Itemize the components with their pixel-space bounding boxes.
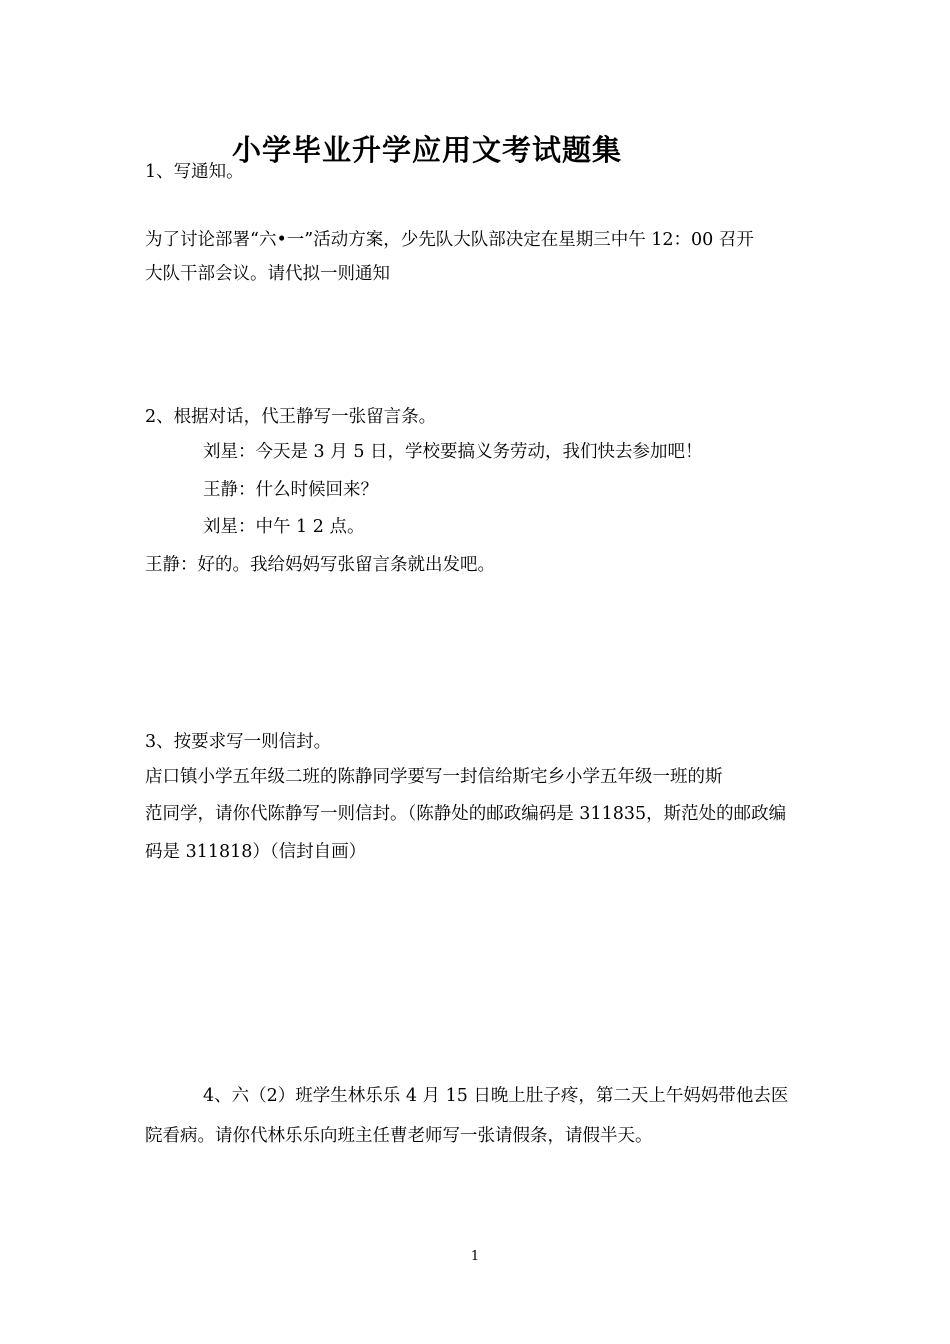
question-2-dialog-line-2: 王静：什么时候回来？	[203, 480, 378, 500]
question-3-text-line-1: 店口镇小学五年级二班的陈静同学要写一封信给斯宅乡小学五年级一班的斯	[145, 767, 723, 787]
question-4-text-line-1: 4、六（2）班学生林乐乐 4 月 15 日晚上肚子疼，第二天上午妈妈带他去医	[203, 1086, 789, 1106]
question-2-dialog-line-1: 刘星：今天是 3 月 5 日，学校要搞义务劳动，我们快去参加吧！	[203, 442, 703, 462]
document-title: 小学毕业升学应用文考试题集	[231, 133, 622, 167]
question-4-text-line-2: 院看病。请你代林乐乐向班主任曹老师写一张请假条，请假半天。	[145, 1126, 653, 1146]
question-2-heading: 2、根据对话，代王静写一张留言条。	[145, 407, 437, 427]
question-1-heading: 1、写通知。	[145, 162, 244, 182]
question-2-dialog-line-4: 王静：好的。我给妈妈写张留言条就出发吧。	[145, 555, 495, 575]
question-3-text-line-3: 码是 311818）（信封自画）	[145, 842, 367, 862]
question-1-text-line-2: 大队干部会议。请代拟一则通知	[145, 264, 390, 284]
page-number: 1	[470, 1249, 480, 1264]
question-1-text-line-1: 为了讨论部署“六•一”活动方案，少先队大队部决定在星期三中午 12：00 召开	[145, 230, 754, 250]
question-3-text-line-2: 范同学，请你代陈静写一则信封。（陈静处的邮政编码是 311835，斯范处的邮政编	[145, 804, 787, 824]
question-3-heading: 3、按要求写一则信封。	[145, 732, 332, 752]
question-2-dialog-line-3: 刘星：中午 1 2 点。	[203, 517, 365, 537]
